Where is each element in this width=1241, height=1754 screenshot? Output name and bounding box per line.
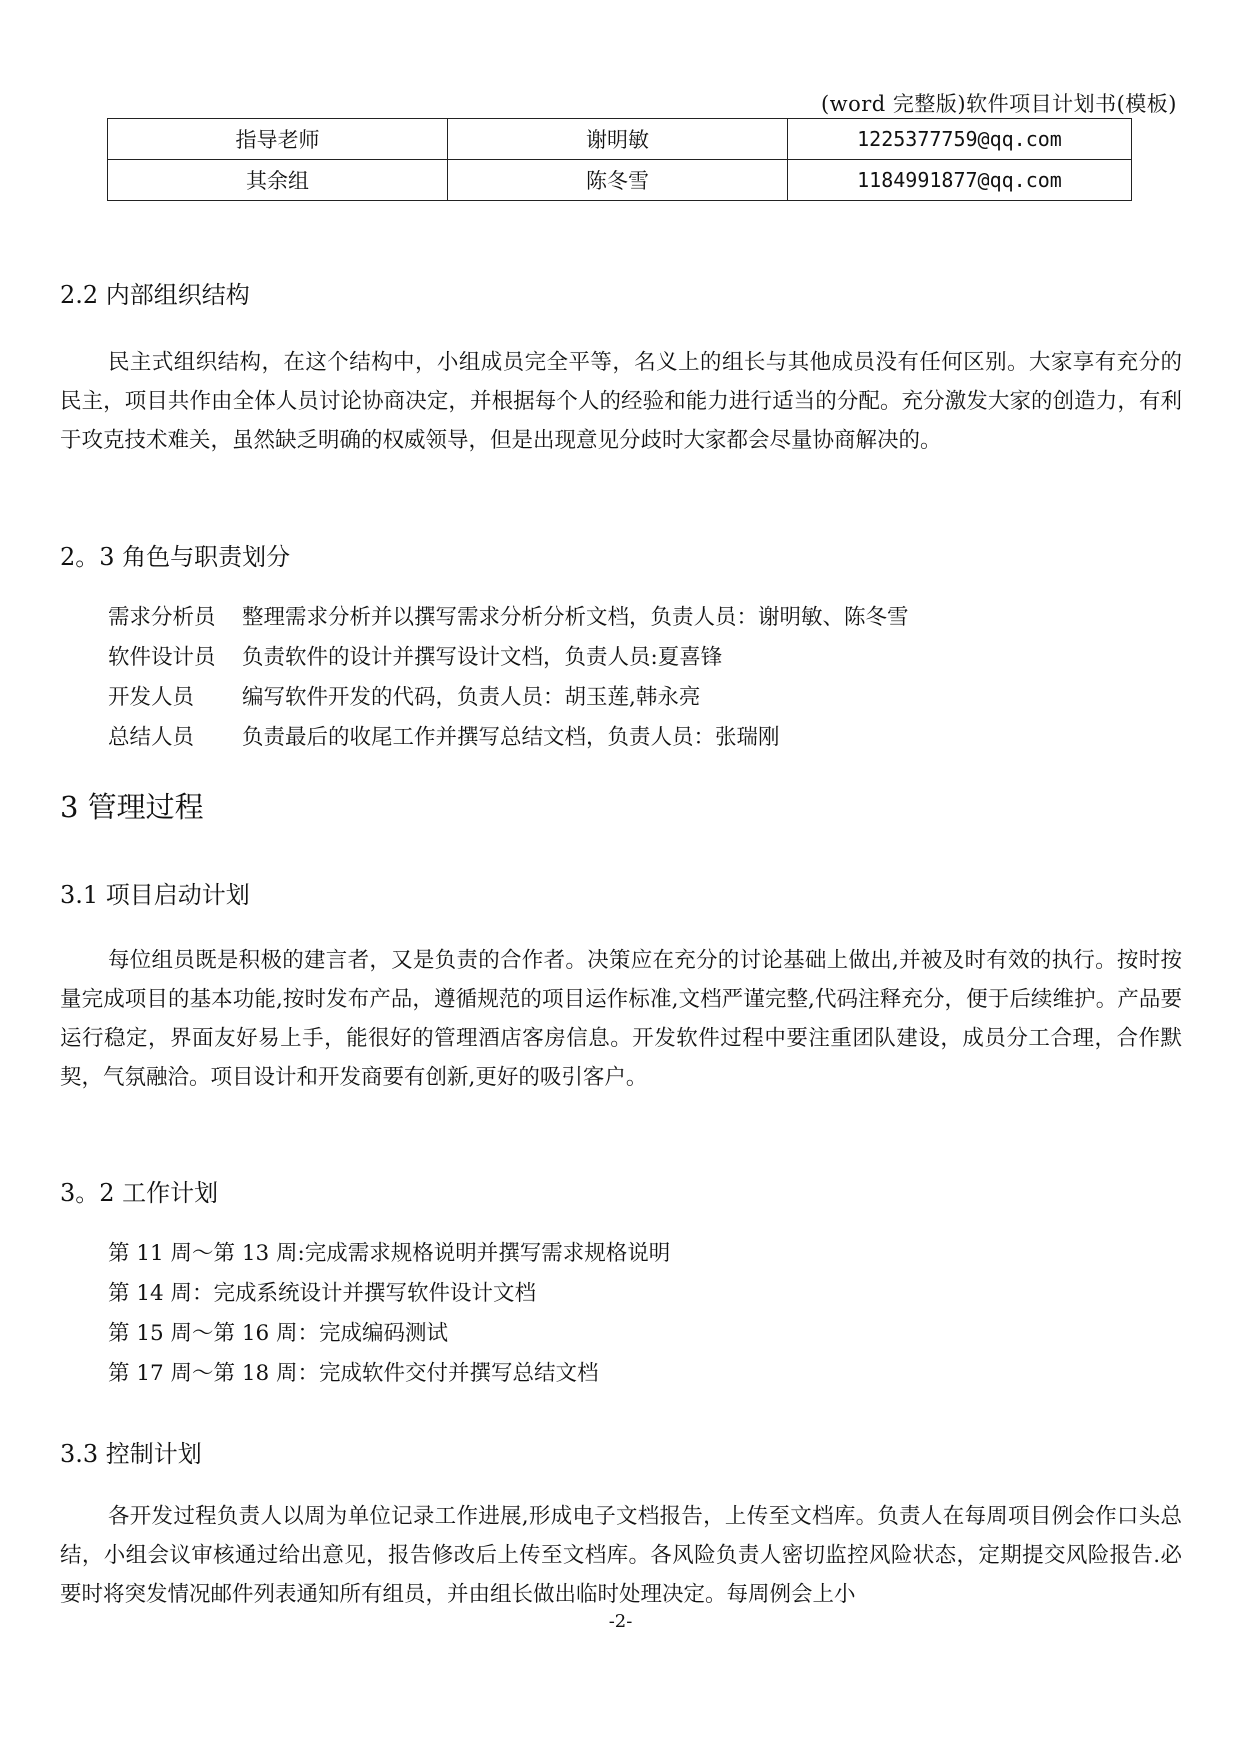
list-item: 第 11 周～第 13 周:完成需求规格说明并撰写需求规格说明	[108, 1241, 671, 1266]
section-3-1-heading: 3.1 项目启动计划	[60, 881, 250, 909]
contact-table	[107, 118, 1132, 201]
section-3-heading: 3 管理过程	[60, 790, 204, 824]
role-duty: 整理需求分析并以撰写需求分析分析文档，负责人员：谢明敏、陈冬雪	[242, 605, 909, 630]
role-name: 软件设计员	[108, 645, 216, 670]
list-item	[108, 638, 909, 678]
page-number: -2-	[608, 1611, 633, 1632]
role-name: 总结人员	[108, 725, 195, 750]
section-2-2-body: 民主式组织结构，在这个结构中，小组成员完全平等，名义上的组长与其他成员没有任何区别。大家享有充分的民主，项目共作由全体人员讨论协商决定，并根据每个人的经验和能力进行适当的分配。充分激发大家的创造力，有利于攻克技术难关，虽然缺乏明确的权威领导，但是出现意见分歧时大家都会尽量协商解决的。	[60, 350, 1182, 453]
work-plan-list	[108, 1234, 670, 1394]
section-3-3-body: 各开发过程负责人以周为单位记录工作进展,形成电子文档报告，上传至文档库。负责人在每周项目例会作口头总结，小组会议审核通过给出意见，报告修改后上传至文档库。各风险负责人密切监控风险状态，定期提交风险报告.必要时将突发情况邮件列表通知所有组员，并由组长做出临时处理决定。每周例会上小	[60, 1504, 1182, 1607]
section-3-3-heading: 3.3 控制计划	[60, 1440, 202, 1468]
role-name: 需求分析员	[108, 605, 216, 630]
section-2-2-heading: 2.2 内部组织结构	[60, 281, 250, 309]
table-cell-role: 指导老师	[108, 119, 448, 160]
list-item	[108, 718, 909, 758]
table-row	[108, 119, 1132, 160]
table-cell-email: 1184991877@qq.com	[788, 160, 1132, 201]
role-duty: 负责软件的设计并撰写设计文档，负责人员:夏喜锋	[242, 645, 723, 670]
section-2-3-heading: 2。3 角色与职责划分	[60, 543, 291, 571]
section-3-2-heading: 3。2 工作计划	[60, 1179, 219, 1207]
list-item: 第 14 周：完成系统设计并撰写软件设计文档	[108, 1281, 537, 1306]
role-duty: 编写软件开发的代码，负责人员：胡玉莲,韩永亮	[242, 685, 701, 710]
section-3-1-body: 每位组员既是积极的建言者，又是负责的合作者。决策应在充分的讨论基础上做出,并被及时有效的执行。按时按量完成项目的基本功能,按时发布产品，遵循规范的项目运作标准,文档严谨完整,代码注释充分，便于后续维护。产品要运行稳定，界面友好易上手，能很好的管理酒店客房信息。开发软件过程中要注重团队建设，成员分工合理，合作默契，气氛融洽。项目设计和开发商要有创新,更好的吸引客户。	[60, 948, 1182, 1090]
role-name: 开发人员	[108, 685, 195, 710]
table-cell-role: 其余组	[108, 160, 448, 201]
table-cell-name: 陈冬雪	[448, 160, 788, 201]
table-row	[108, 160, 1132, 201]
list-item: 第 17 周～第 18 周：完成软件交付并撰写总结文档	[108, 1361, 599, 1386]
role-duty: 负责最后的收尾工作并撰写总结文档，负责人员：张瑞刚	[242, 725, 780, 750]
list-item	[108, 678, 909, 718]
table-cell-email: 1225377759@qq.com	[788, 119, 1132, 160]
roles-list	[108, 598, 909, 758]
table-cell-name: 谢明敏	[448, 119, 788, 160]
list-item	[108, 598, 909, 638]
list-item: 第 15 周～第 16 周：完成编码测试	[108, 1321, 449, 1346]
document-header-title: (word 完整版)软件项目计划书(模板)	[820, 92, 1177, 116]
